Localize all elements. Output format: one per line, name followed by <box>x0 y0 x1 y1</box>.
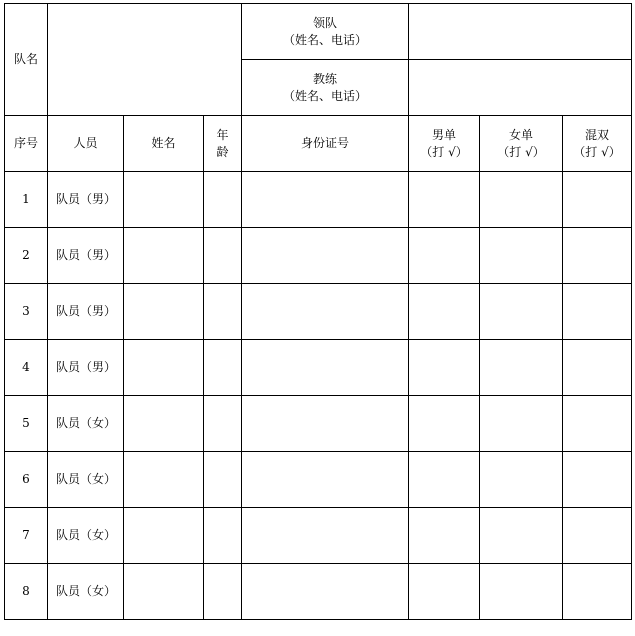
row-member: 队员（女） <box>56 584 117 598</box>
row-seq-cell <box>5 172 48 228</box>
coach-label-cell <box>242 60 409 116</box>
row-seq: 6 <box>22 472 30 486</box>
col-header-id-number-text: 身份证号 <box>301 136 350 150</box>
row-name-cell[interactable] <box>124 228 204 284</box>
row-id-number-cell[interactable] <box>242 396 409 452</box>
coach-sub-label: （姓名、电话） <box>283 88 368 103</box>
row-womens-singles-cell[interactable] <box>480 564 563 620</box>
row-seq: 4 <box>22 360 30 374</box>
player-rows <box>5 172 632 620</box>
team-registration-table <box>4 3 632 620</box>
table-row <box>5 508 632 564</box>
row-id-number-cell[interactable] <box>242 172 409 228</box>
row-id-number-cell[interactable] <box>242 452 409 508</box>
row-seq-cell <box>5 452 48 508</box>
leader-label-cell <box>242 4 409 60</box>
col-header-mens-singles-text: 男单 <box>432 127 457 142</box>
row-mens-singles-cell[interactable] <box>409 452 480 508</box>
coach-value-cell[interactable] <box>409 60 632 116</box>
col-header-id-number <box>242 116 409 172</box>
row-seq: 2 <box>22 248 30 262</box>
row-seq: 1 <box>22 192 30 206</box>
col-header-age <box>204 116 242 172</box>
leader-sub-label: （姓名、电话） <box>283 32 368 47</box>
row-seq-cell <box>5 564 48 620</box>
row-id-number-cell[interactable] <box>242 228 409 284</box>
row-age-cell[interactable] <box>204 228 242 284</box>
table-row <box>5 172 632 228</box>
col-header-mixed-doubles-note: （打 √） <box>573 144 621 159</box>
row-seq-cell <box>5 396 48 452</box>
row-member-cell <box>48 340 124 396</box>
row-member-cell <box>48 396 124 452</box>
row-seq-cell <box>5 508 48 564</box>
row-womens-singles-cell[interactable] <box>480 396 563 452</box>
col-header-mixed-doubles-text: 混双 <box>585 127 610 142</box>
row-mixed-doubles-cell[interactable] <box>563 340 632 396</box>
col-header-age-line2: 龄 <box>216 144 229 159</box>
row-name-cell[interactable] <box>124 564 204 620</box>
table-row <box>5 452 632 508</box>
row-womens-singles-cell[interactable] <box>480 284 563 340</box>
row-mixed-doubles-cell[interactable] <box>563 508 632 564</box>
row-member: 队员（女） <box>56 528 117 542</box>
col-header-mens-singles-note: （打 √） <box>420 144 468 159</box>
row-member: 队员（男） <box>56 360 117 374</box>
col-header-member-text: 人员 <box>73 136 98 150</box>
row-member-cell <box>48 564 124 620</box>
row-age-cell[interactable] <box>204 396 242 452</box>
col-header-seq <box>5 116 48 172</box>
leader-value-cell[interactable] <box>409 4 632 60</box>
row-id-number-cell[interactable] <box>242 284 409 340</box>
row-member-cell <box>48 508 124 564</box>
row-mixed-doubles-cell[interactable] <box>563 172 632 228</box>
row-womens-singles-cell[interactable] <box>480 172 563 228</box>
leader-label: 领队 <box>313 15 338 30</box>
row-member-cell <box>48 228 124 284</box>
row-seq: 7 <box>22 528 30 542</box>
row-mens-singles-cell[interactable] <box>409 396 480 452</box>
col-header-womens-singles <box>480 116 563 172</box>
row-age-cell[interactable] <box>204 340 242 396</box>
row-seq-cell <box>5 228 48 284</box>
col-header-womens-singles-note: （打 √） <box>497 144 545 159</box>
row-name-cell[interactable] <box>124 284 204 340</box>
row-id-number-cell[interactable] <box>242 564 409 620</box>
row-age-cell[interactable] <box>204 172 242 228</box>
row-age-cell[interactable] <box>204 452 242 508</box>
col-header-age-line1: 年 <box>216 127 229 142</box>
row-member: 队员（女） <box>56 472 117 486</box>
team-name-label: 队名 <box>13 52 38 66</box>
row-member-cell <box>48 284 124 340</box>
row-name-cell[interactable] <box>124 452 204 508</box>
row-member: 队员（男） <box>56 304 117 318</box>
row-mixed-doubles-cell[interactable] <box>563 284 632 340</box>
coach-label: 教练 <box>313 71 338 86</box>
row-womens-singles-cell[interactable] <box>480 452 563 508</box>
col-header-seq-text: 序号 <box>13 136 38 150</box>
row-member-cell <box>48 172 124 228</box>
row-mens-singles-cell[interactable] <box>409 172 480 228</box>
row-member: 队员（男） <box>56 248 117 262</box>
row-mens-singles-cell[interactable] <box>409 340 480 396</box>
row-name-cell[interactable] <box>124 172 204 228</box>
col-header-name <box>124 116 204 172</box>
row-age-cell[interactable] <box>204 284 242 340</box>
row-name-cell[interactable] <box>124 508 204 564</box>
row-mixed-doubles-cell[interactable] <box>563 452 632 508</box>
row-seq: 3 <box>22 304 30 318</box>
row-id-number-cell[interactable] <box>242 340 409 396</box>
row-seq: 8 <box>22 584 30 598</box>
row-seq-cell <box>5 340 48 396</box>
row-womens-singles-cell[interactable] <box>480 508 563 564</box>
row-mens-singles-cell[interactable] <box>409 228 480 284</box>
col-header-name-text: 姓名 <box>151 136 176 150</box>
col-header-womens-singles-text: 女单 <box>509 127 534 142</box>
table-row <box>5 564 632 620</box>
row-id-number-cell[interactable] <box>242 508 409 564</box>
row-age-cell[interactable] <box>204 508 242 564</box>
row-womens-singles-cell[interactable] <box>480 340 563 396</box>
row-mixed-doubles-cell[interactable] <box>563 228 632 284</box>
row-mens-singles-cell[interactable] <box>409 284 480 340</box>
row-seq-cell <box>5 284 48 340</box>
row-seq: 5 <box>22 416 30 430</box>
row-age-cell[interactable] <box>204 564 242 620</box>
row-mens-singles-cell[interactable] <box>409 508 480 564</box>
row-member-cell <box>48 452 124 508</box>
row-mixed-doubles-cell[interactable] <box>563 564 632 620</box>
row-name-cell[interactable] <box>124 340 204 396</box>
row-name-cell[interactable] <box>124 396 204 452</box>
row-member: 队员（女） <box>56 416 117 430</box>
row-member: 队员（男） <box>56 192 117 206</box>
col-header-member <box>48 116 124 172</box>
team-name-value-cell[interactable] <box>48 4 242 116</box>
table-row <box>5 228 632 284</box>
table-row <box>5 396 632 452</box>
row-mens-singles-cell[interactable] <box>409 564 480 620</box>
row-womens-singles-cell[interactable] <box>480 228 563 284</box>
table-row <box>5 284 632 340</box>
col-header-mens-singles <box>409 116 480 172</box>
row-mixed-doubles-cell[interactable] <box>563 396 632 452</box>
col-header-mixed-doubles <box>563 116 632 172</box>
column-header-row <box>5 116 632 172</box>
team-name-label-cell <box>5 4 48 116</box>
table-row <box>5 340 632 396</box>
